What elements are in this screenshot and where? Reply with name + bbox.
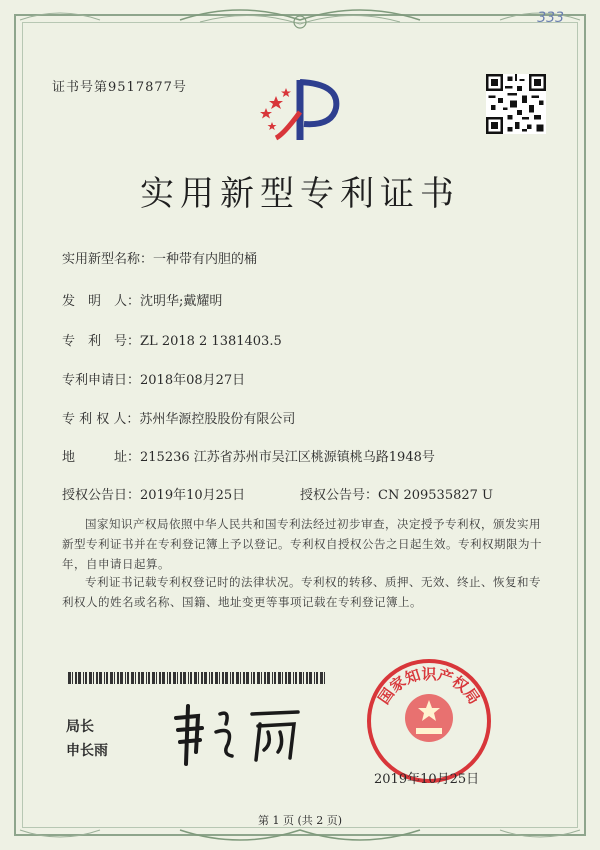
- legal-status-statement: 专利证书记载专利权登记时的法律状况。专利权的转移、质押、无效、终止、恢复和专利权人的姓名或名称、国籍、地址变更等事项记载在专利登记簿上。: [62, 575, 541, 609]
- seal-date: 2019年10月25日: [374, 772, 480, 787]
- grant-statement: 国家知识产权局依照中华人民共和国专利法经过初步审查，决定授予专利权，颁发实用新型专利证书并在专利登记簿上予以登记。专利权自授权公告之日起生效。专利权期限为十年，自申请日起算。: [62, 517, 542, 571]
- field-label: 地 址：: [62, 450, 141, 465]
- field-label: 专 利 号：: [62, 334, 141, 349]
- field-value: 2018年08月27日: [140, 373, 246, 388]
- field-value: ZL 2018 2 1381403.5: [140, 334, 282, 349]
- cnipa-logo: [254, 74, 344, 144]
- field-announce-number: [300, 484, 493, 503]
- field-value: CN 209535827 U: [378, 488, 493, 503]
- official-seal: [364, 656, 494, 786]
- field-inventors: [62, 290, 222, 309]
- field-patentee: [62, 408, 295, 427]
- top-ornament: [0, 0, 600, 40]
- field-label: 发 明 人：: [62, 294, 141, 309]
- certificate-number: 证书号第9517877号: [52, 80, 187, 95]
- director-title: 局长: [66, 719, 94, 735]
- field-value: 2019年10月25日: [140, 488, 246, 503]
- field-value: 苏州华源控股股份有限公司: [139, 412, 296, 427]
- field-value: 沈明华;戴耀明: [140, 294, 223, 309]
- barcode: [68, 672, 328, 684]
- qr-code: [486, 74, 546, 134]
- field-announce-date: [62, 484, 245, 503]
- field-label: 实用新型名称：: [62, 252, 154, 267]
- seal-text: 国家知识产权局: [374, 665, 484, 708]
- director-signature: [168, 700, 308, 770]
- field-patent-number: [62, 330, 282, 349]
- field-address: [62, 446, 435, 465]
- field-utility-model-name: [62, 248, 257, 267]
- handwritten-mark: 333: [537, 10, 564, 26]
- director-name: 申长雨: [66, 743, 108, 759]
- field-value: 一种带有内胆的桶: [153, 252, 258, 267]
- field-value: 215236 江苏省苏州市吴江区桃源镇桃乌路1948号: [140, 450, 435, 465]
- certificate-title: 实用新型专利证书: [140, 174, 460, 214]
- field-label: 专 利 权 人：: [62, 412, 140, 427]
- field-filing-date: [62, 369, 245, 388]
- page-number: 第 1 页 (共 2 页): [257, 814, 343, 827]
- field-label: 授权公告日：: [62, 488, 141, 503]
- field-label: 专利申请日：: [62, 373, 141, 388]
- field-label: 授权公告号：: [300, 488, 379, 503]
